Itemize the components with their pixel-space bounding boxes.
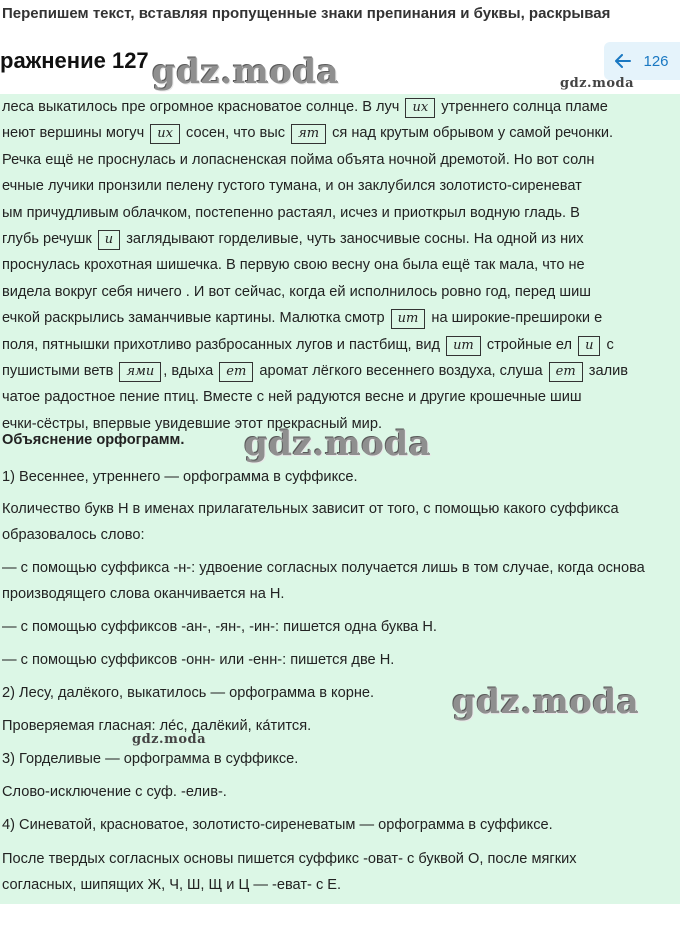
text-line: Речка ещё не проснулась и лопасненская пойма объята ночной дремотой. Но вот солн <box>2 151 595 168</box>
watermark-logo: gdz.moda <box>152 52 340 92</box>
morpheme-box: ит <box>391 309 426 329</box>
instruction-text: Перепишем текст, вставляя пропущенные знаки препинания и буквы, раскрывая <box>0 0 680 30</box>
watermark-logo: gdz.moda <box>452 682 640 722</box>
morpheme-box: ет <box>219 362 253 382</box>
explanation-item: 4) Синеватой, красноватое, золотисто-сиреневатым — орфограмма в суффиксе. <box>2 817 553 833</box>
morpheme-box: их <box>405 98 435 118</box>
text-line: поля, пятнышки прихотливо разбросанных лугов и пастбищ, вид ит стройные ел и с <box>2 332 678 358</box>
explanation-item: 2) Лесу, далёкого, выкатилось — орфограмма в корне. <box>2 685 375 701</box>
watermark-small: gdz.moda <box>132 732 207 747</box>
watermark-small: gdz.moda <box>560 76 635 91</box>
text-line: глубь речушк и заглядывают горделивые, чуть заносчивые сосны. На одной из них <box>2 226 678 252</box>
text-line: ым причудливым облачком, постепенно растаял, исчез и приоткрыл водную гладь. В <box>2 204 580 221</box>
exercise-text <box>2 94 678 437</box>
text-line: пушистыми ветв ями , вдыха ет аромат лёгкого весеннего воздуха, слуша ет залив <box>2 358 678 384</box>
morpheme-box: ет <box>549 362 583 382</box>
text-line: неют вершины могуч их сосен, что выс ят ся над крутым обрывом у самой речонки. <box>2 120 678 146</box>
text-line: леса выкатилось пре огромное красноватое солнце. В луч их утреннего солнца пламе <box>2 94 678 120</box>
text-line: ечкой раскрылись заманчивые картины. Малютка смотр ит на широкие-прешироки е <box>2 305 678 331</box>
explanation-item: 1) Весеннее, утреннего — орфограмма в суффиксе. <box>2 469 358 485</box>
morpheme-box: и <box>98 230 120 250</box>
arrow-left-icon <box>615 54 631 68</box>
morpheme-box: их <box>150 124 180 144</box>
watermark-logo: gdz.moda <box>244 424 432 464</box>
morpheme-box: и <box>578 336 600 356</box>
explanation-item: 3) Горделивые — орфограмма в суффиксе. <box>2 751 299 767</box>
explanation-item: Проверяемая гласная: ле́с, далёкий, ка́тится. <box>2 718 312 734</box>
explanation-item: Слово-исключение с суф. -елив-. <box>2 784 227 800</box>
exercise-header <box>0 38 680 94</box>
text-line: ечки-сёстры, впервые увидевшие этот прекрасный мир. <box>2 415 382 432</box>
morpheme-box: ит <box>446 336 481 356</box>
text-line: чатое радостное пение птиц. Вместе с ней радуются весне и другие крошечные шиш <box>2 389 582 406</box>
text-line: проснулась крохотная шишечка. В первую свою весну она была ещё так мала, что не <box>2 257 585 274</box>
explanation-item: Количество букв Н в именах прилагательных зависит от того, с помощью какого суффикса образовалось слово: <box>2 501 619 543</box>
explanation-title: Объяснение орфограмм. <box>2 432 185 448</box>
page-bottom <box>0 904 680 928</box>
morpheme-box: ят <box>291 124 326 144</box>
text-line: видела вокруг себя ничего . И вот сейчас, когда ей исполнилось ровно год, перед шиш <box>2 283 591 300</box>
explanation-item: — с помощью суффиксов -ан-, -ян-, -ин-: пишется одна буква Н. <box>2 619 437 635</box>
page-number: 126 <box>643 52 669 70</box>
text-line: ечные лучики пронзили пелену густого тумана, и он заклубился золотисто-сиреневат <box>2 178 582 195</box>
exercise-title: ражнение 127 <box>0 48 149 73</box>
explanation-item: После твердых согласных основы пишется суффикс -оват- с буквой О, после мягких согласных, шипящих Ж, Ч, Ш, Щ и Ц — -еват- с Е. <box>2 851 577 893</box>
morpheme-box: ями <box>119 362 161 382</box>
exercise-content <box>0 94 680 904</box>
back-to-page-button[interactable] <box>604 42 680 80</box>
explanation-item: — с помощью суффикса -н-: удвоение согласных получается лишь в том случае, когда основа производящего слова оканчивается на Н. <box>2 560 645 602</box>
explanation-item: — с помощью суффиксов -онн- или -енн-: пишется две Н. <box>2 652 395 668</box>
